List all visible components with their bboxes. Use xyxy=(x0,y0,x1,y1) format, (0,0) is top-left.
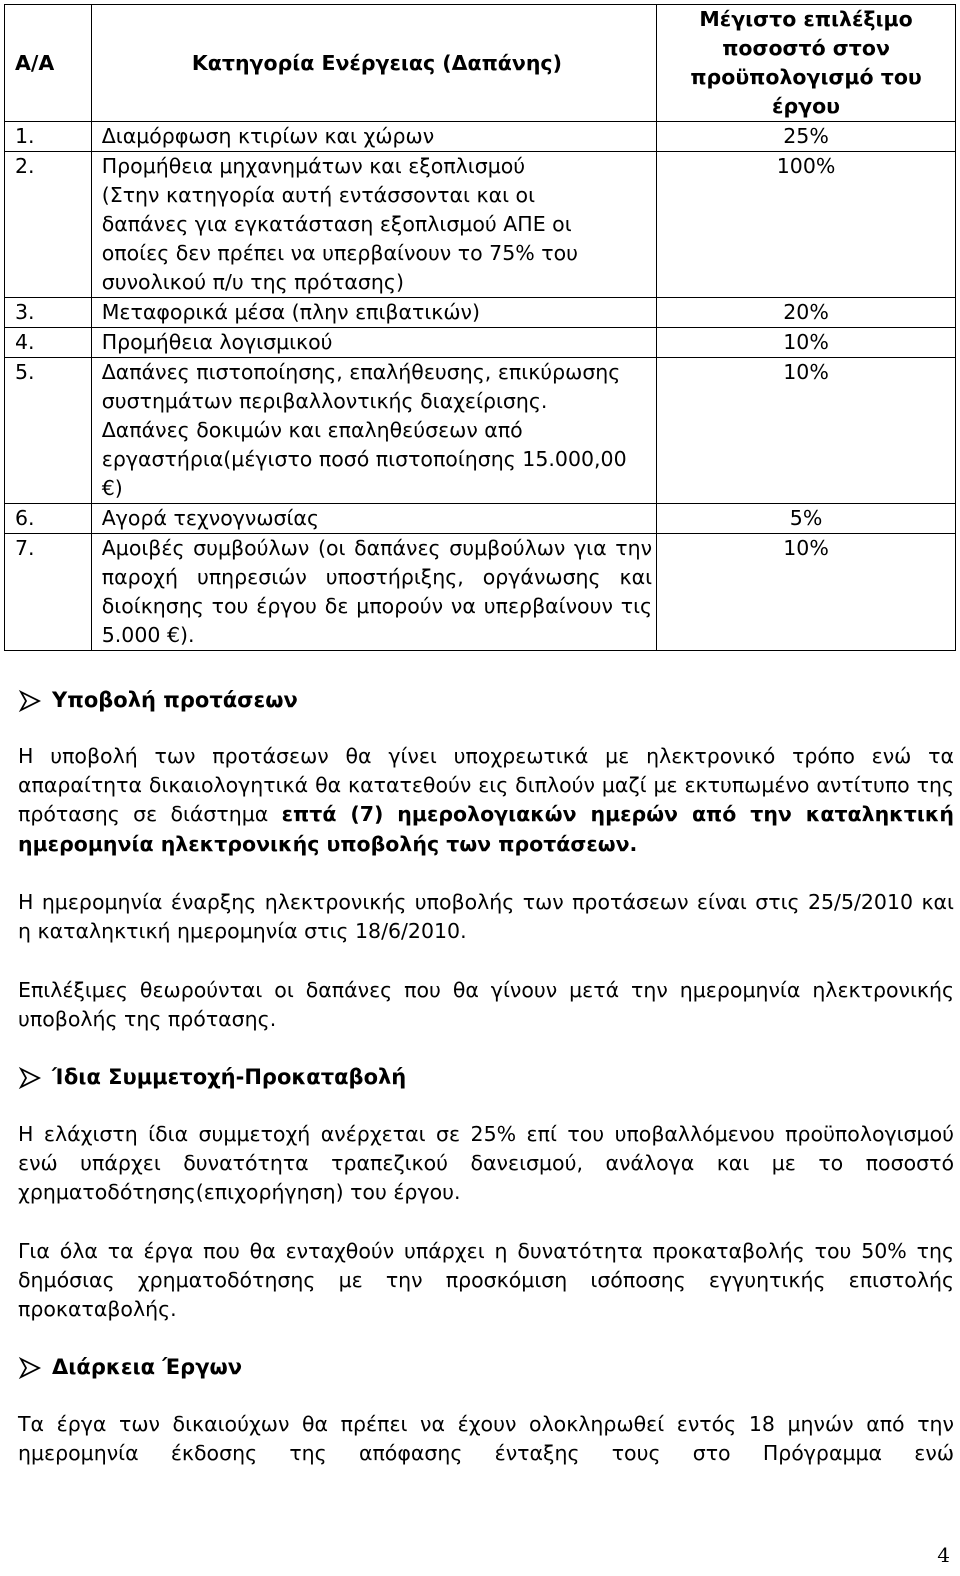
row-number: 6. xyxy=(5,504,92,534)
row-category: Διαμόρφωση κτιρίων και χώρων xyxy=(91,122,656,152)
row-percent: 25% xyxy=(657,122,956,152)
arrowhead-bullet-icon xyxy=(18,689,42,713)
section-heading-text: Ίδια Συμμετοχή-Προκαταβολή xyxy=(52,1065,407,1089)
row-category: Προμήθεια λογισμικού xyxy=(91,328,656,358)
section-heading-text: Υποβολή προτάσεων xyxy=(52,688,298,712)
section-heading-duration xyxy=(18,1353,242,1382)
table-header-row xyxy=(5,5,956,122)
table-row xyxy=(5,298,956,328)
own-contribution-paragraph-2: Για όλα τα έργα που θα ενταχθούν υπάρχει η δυνατότητα προκαταβολής του 50% της δημόσιας χρηματοδότησης με την προσκόμιση ισόποσης εγγυητικής επιστολής προκαταβολής. xyxy=(18,1239,954,1322)
duration-paragraph-1: Τα έργα των δικαιούχων θα πρέπει να έχουν ολοκληρωθεί εντός 18 μηνών από την ημερομηνία έκδοσης της απόφασης ένταξης τους στο Πρόγραμμα ενώ xyxy=(18,1412,954,1466)
budget-categories-table xyxy=(4,4,956,651)
row-category: Προμήθεια μηχανημάτων και εξοπλισμού (Στην κατηγορία αυτή εντάσσονται και οι δαπάνες για εγκατάσταση εξοπλισμού ΑΠΕ οι οποίες δεν πρέπει να υπερβαίνουν το 75% του συνολικού π/υ της πρότασης) xyxy=(91,152,656,298)
header-percent: Μέγιστο επιλέξιμο ποσοστό στον προϋπολογισμό του έργου xyxy=(657,5,956,122)
own-contribution-paragraph-1: Η ελάχιστη ίδια συμμετοχή ανέρχεται σε 25% επί του υποβαλλόμενου προϋπολογισμού ενώ υπάρχει δυνατότητα τραπεζικού δανεισμού, ανάλογα και με το ποσοστό χρηματοδότησης(επιχορήγηση) του έργου. xyxy=(18,1122,954,1205)
row-percent: 10% xyxy=(657,328,956,358)
arrowhead-bullet-icon xyxy=(18,1356,42,1380)
row-percent: 5% xyxy=(657,504,956,534)
paragraph-bold-text: επτά (7) ημερολογιακών ημερών από την καταληκτική ημερομηνία ηλεκτρονικής υποβολής των προτάσεων. xyxy=(18,802,954,856)
table-row xyxy=(5,358,956,504)
submission-paragraph-1 xyxy=(18,742,954,859)
submission-paragraph-2: Η ημερομηνία έναρξης ηλεκτρονικής υποβολής των προτάσεων είναι στις 25/5/2010 και η καταληκτική ημερομηνία στις 18/6/2010. xyxy=(18,890,954,944)
table-row xyxy=(5,534,956,651)
section-heading-submission xyxy=(18,686,298,715)
row-percent: 20% xyxy=(657,298,956,328)
row-number: 2. xyxy=(5,152,92,298)
table-row xyxy=(5,152,956,298)
page-number: 4 xyxy=(937,1543,950,1567)
table-row xyxy=(5,328,956,358)
table-row xyxy=(5,504,956,534)
row-number: 3. xyxy=(5,298,92,328)
header-category: Κατηγορία Ενέργειας (Δαπάνης) xyxy=(91,5,656,122)
row-percent: 10% xyxy=(657,358,956,504)
table-row xyxy=(5,122,956,152)
row-number: 7. xyxy=(5,534,92,651)
row-number: 5. xyxy=(5,358,92,504)
row-category: Δαπάνες πιστοποίησης, επαλήθευσης, επικύρωσης συστημάτων περιβαλλοντικής διαχείρισης. Δαπάνες δοκιμών και επαληθεύσεων από εργαστήρια(μέγιστο ποσό πιστοποίησης 15.000,00 €) xyxy=(91,358,656,504)
header-aa: Α/Α xyxy=(5,5,92,122)
paragraph-text: Η υποβολή των προτάσεων θα γίνει υποχρεωτικά με ηλεκτρονικό τρόπο ενώ τα απαραίτητα δικαιολογητικά θα κατατεθούν εις διπλούν μαζί με εκτυπωμένο αντίτυπο της πρότασης σε διάστημα xyxy=(18,744,954,827)
row-percent: 100% xyxy=(657,152,956,298)
row-category: Αγορά τεχνογνωσίας xyxy=(91,504,656,534)
row-percent: 10% xyxy=(657,534,956,651)
arrowhead-bullet-icon xyxy=(18,1066,42,1090)
row-number: 4. xyxy=(5,328,92,358)
section-heading-text: Διάρκεια Έργων xyxy=(52,1355,243,1379)
row-category: Μεταφορικά μέσα (πλην επιβατικών) xyxy=(91,298,656,328)
submission-paragraph-3: Επιλέξιμες θεωρούνται οι δαπάνες που θα γίνουν μετά την ημερομηνία ηλεκτρονικής υποβολής της πρότασης. xyxy=(18,978,954,1032)
section-heading-own-contribution xyxy=(18,1063,406,1092)
row-number: 1. xyxy=(5,122,92,152)
row-category: Αμοιβές συμβούλων (οι δαπάνες συμβούλων για την παροχή υπηρεσιών υποστήριξης, οργάνωσης και διοίκησης του έργου δε μπορούν να υπερβαίνουν τις 5.000 €). xyxy=(91,534,656,651)
